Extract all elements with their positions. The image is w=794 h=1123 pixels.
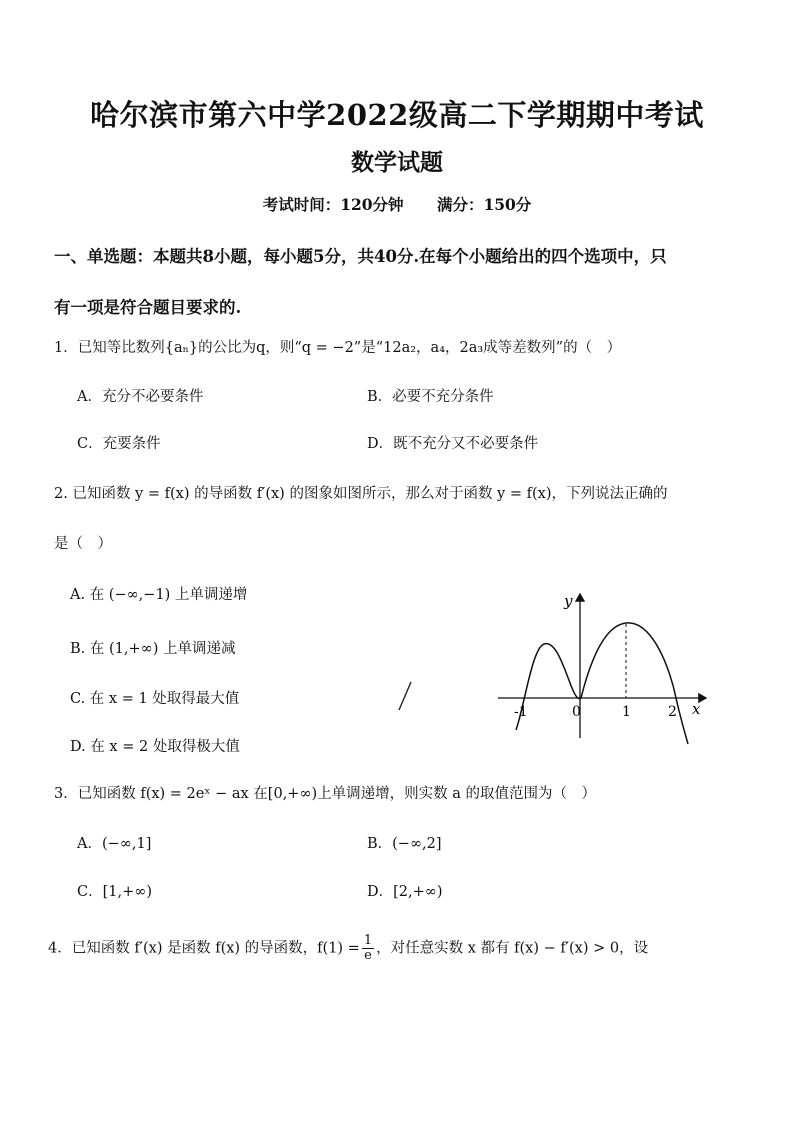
question-3-option-c[interactable]: C．[1,+∞) <box>77 884 152 900</box>
question-2-option-a[interactable]: A. 在 (−∞,−1) 上单调递增 <box>70 587 248 603</box>
exam-score: 满分：150分 <box>436 195 532 214</box>
tick-label-0: 0 <box>572 704 581 720</box>
stray-pen-mark <box>395 680 415 718</box>
question-1-option-a[interactable]: A．充分不必要条件 <box>77 389 204 405</box>
tick-label-2: 2 <box>668 704 677 720</box>
question-4-stem-part1: 4．已知函数 f′(x) 是函数 f(x) 的导函数，f(1) = <box>48 940 360 957</box>
question-3-option-d[interactable]: D．[2,+∞) <box>367 884 443 900</box>
fraction-denominator: e <box>364 948 372 963</box>
question-2-stem-line2: 是（ ） <box>54 536 112 552</box>
question-1-option-c[interactable]: C．充要条件 <box>77 436 161 452</box>
tick-label-neg1: -1 <box>514 704 528 720</box>
section-heading-line2: 有一项是符合题目要求的. <box>54 298 242 317</box>
exam-meta <box>0 193 794 215</box>
question-3-stem: 3．已知函数 f(x) = 2eˣ − ax 在[0,+∞)上单调递增，则实数 a 的取值范围为（ ） <box>54 786 597 802</box>
tick-label-1: 1 <box>622 704 631 720</box>
question-2-option-c[interactable]: C. 在 x = 1 处取得最大值 <box>70 691 240 707</box>
question-1-stem: 1．已知等比数列{aₙ}的公比为q，则“q = −2”是“12a₂，a₄，2a₃成等差数列”的（ ） <box>54 340 622 356</box>
question-2-option-d[interactable]: D. 在 x = 2 处取得极大值 <box>70 739 240 755</box>
question-4-stem-part2: ，对任意实数 x 都有 f(x) − f′(x) > 0，设 <box>376 940 649 957</box>
exam-title: 哈尔滨市第六中学2022级高二下学期期中考试 <box>90 98 704 132</box>
exam-time: 考试时间：120分钟 <box>262 195 404 214</box>
fraction-one-over-e <box>362 934 374 963</box>
question-2-stem-line1: 2. 已知函数 y = f(x) 的导函数 f′(x) 的图象如图所示，那么对于函数 y = f(x)，下列说法正确的 <box>54 486 668 502</box>
question-4-stem <box>48 934 648 963</box>
y-axis-label: y <box>564 592 573 610</box>
question-3-option-b[interactable]: B．(−∞,2] <box>367 836 442 852</box>
question-1-option-d[interactable]: D．既不充分又不必要条件 <box>367 436 539 452</box>
section-heading-line1: 一、单选题：本题共8小题，每小题5分，共40分.在每个小题给出的四个选项中，只 <box>54 247 667 266</box>
question-3-option-a[interactable]: A．(−∞,1] <box>77 836 152 852</box>
question-1-option-b[interactable]: B．必要不充分条件 <box>367 389 494 405</box>
fraction-numerator: 1 <box>363 933 373 948</box>
derivative-graph <box>494 588 714 748</box>
x-axis-label: x <box>692 700 701 718</box>
derivative-curve <box>516 623 688 744</box>
exam-subtitle: 数学试题 <box>351 149 443 176</box>
question-2-option-b[interactable]: B. 在 (1,+∞) 上单调递减 <box>70 641 236 657</box>
